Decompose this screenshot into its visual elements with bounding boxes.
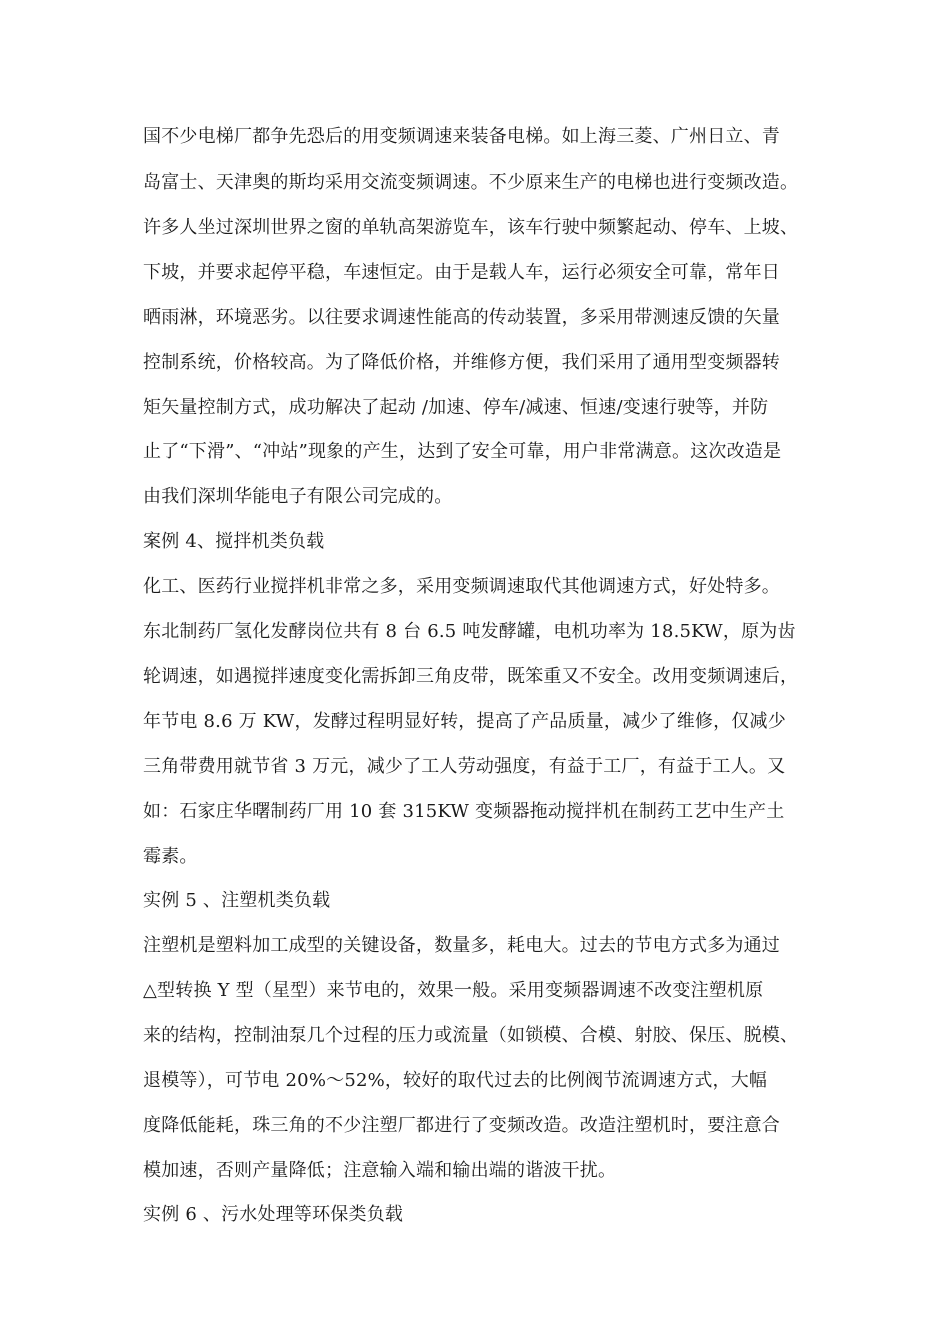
paragraph-line: 东北制药厂氢化发酵岗位共有 8 台 6.5 吨发酵罐，电机功率为 18.5KW，原为齿 — [143, 621, 796, 642]
paragraph-line: 控制系统，价格较高。为了降低价格，并维修方便，我们采用了通用型变频器转 — [143, 352, 780, 373]
paragraph-line: 注塑机是塑料加工成型的关键设备，数量多，耗电大。过去的节电方式多为通过 — [143, 935, 780, 956]
paragraph-line: 来的结构，控制油泵几个过程的压力或流量（如锁模、合模、射胶、保压、脱模、 — [143, 1025, 799, 1046]
paragraph-line: 如：石家庄华曙制药厂用 10 套 315KW 变频器拖动搅拌机在制药工艺中生产土 — [143, 801, 785, 822]
paragraph-line: 度降低能耗，珠三角的不少注塑厂都进行了变频改造。改造注塑机时，要注意合 — [143, 1115, 780, 1136]
paragraph-line: 国不少电梯厂都争先恐后的用变频调速来装备电梯。如上海三菱、广州日立、青 — [143, 126, 780, 147]
paragraph-line: 退模等），可节电 20%～52%，较好的取代过去的比例阀节流调速方式，大幅 — [143, 1070, 768, 1091]
paragraph-line: 下坡，并要求起停平稳，车速恒定。由于是载人车，运行必须安全可靠，常年日 — [143, 262, 780, 283]
paragraph-line: 霉素。 — [143, 846, 198, 867]
paragraph-line: 三角带费用就节省 3 万元，减少了工人劳动强度，有益于工厂，有益于工人。又 — [143, 756, 786, 777]
section-heading: 实例 6 、污水处理等环保类负载 — [143, 1204, 404, 1225]
paragraph-line: 许多人坐过深圳世界之窗的单轨高架游览车，该车行驶中频繁起动、停车、上坡、 — [143, 217, 799, 238]
paragraph-line: 年节电 8.6 万 KW，发酵过程明显好转，提高了产品质量，减少了维修，仅减少 — [143, 711, 786, 732]
paragraph-line: △型转换 Y 型（星型）来节电的，效果一般。采用变频器调速不改变注塑机原 — [143, 980, 764, 1001]
section-heading: 实例 5 、注塑机类负载 — [143, 890, 331, 911]
paragraph-line: 由我们深圳华能电子有限公司完成的。 — [143, 486, 453, 507]
paragraph-line: 岛富士、天津奥的斯均采用交流变频调速。不少原来生产的电梯也进行变频改造。 — [143, 172, 799, 193]
paragraph-line: 轮调速，如遇搅拌速度变化需拆卸三角皮带，既笨重又不安全。改用变频调速后， — [143, 666, 799, 687]
section-heading: 案例 4、搅拌机类负载 — [143, 531, 325, 552]
paragraph-line: 矩矢量控制方式，成功解决了起动 /加速、停车/减速、恒速/变速行驶等，并防 — [143, 397, 769, 418]
paragraph-line: 晒雨淋，环境恶劣。以往要求调速性能高的传动装置，多采用带测速反馈的矢量 — [143, 307, 780, 328]
paragraph-line: 止了“下滑”、“冲站”现象的产生，达到了安全可靠，用户非常满意。这次改造是 — [143, 441, 782, 462]
paragraph-line: 化工、医药行业搅拌机非常之多，采用变频调速取代其他调速方式，好处特多。 — [143, 576, 780, 597]
paragraph-line: 模加速，否则产量降低；注意输入端和输出端的谐波干扰。 — [143, 1160, 617, 1181]
